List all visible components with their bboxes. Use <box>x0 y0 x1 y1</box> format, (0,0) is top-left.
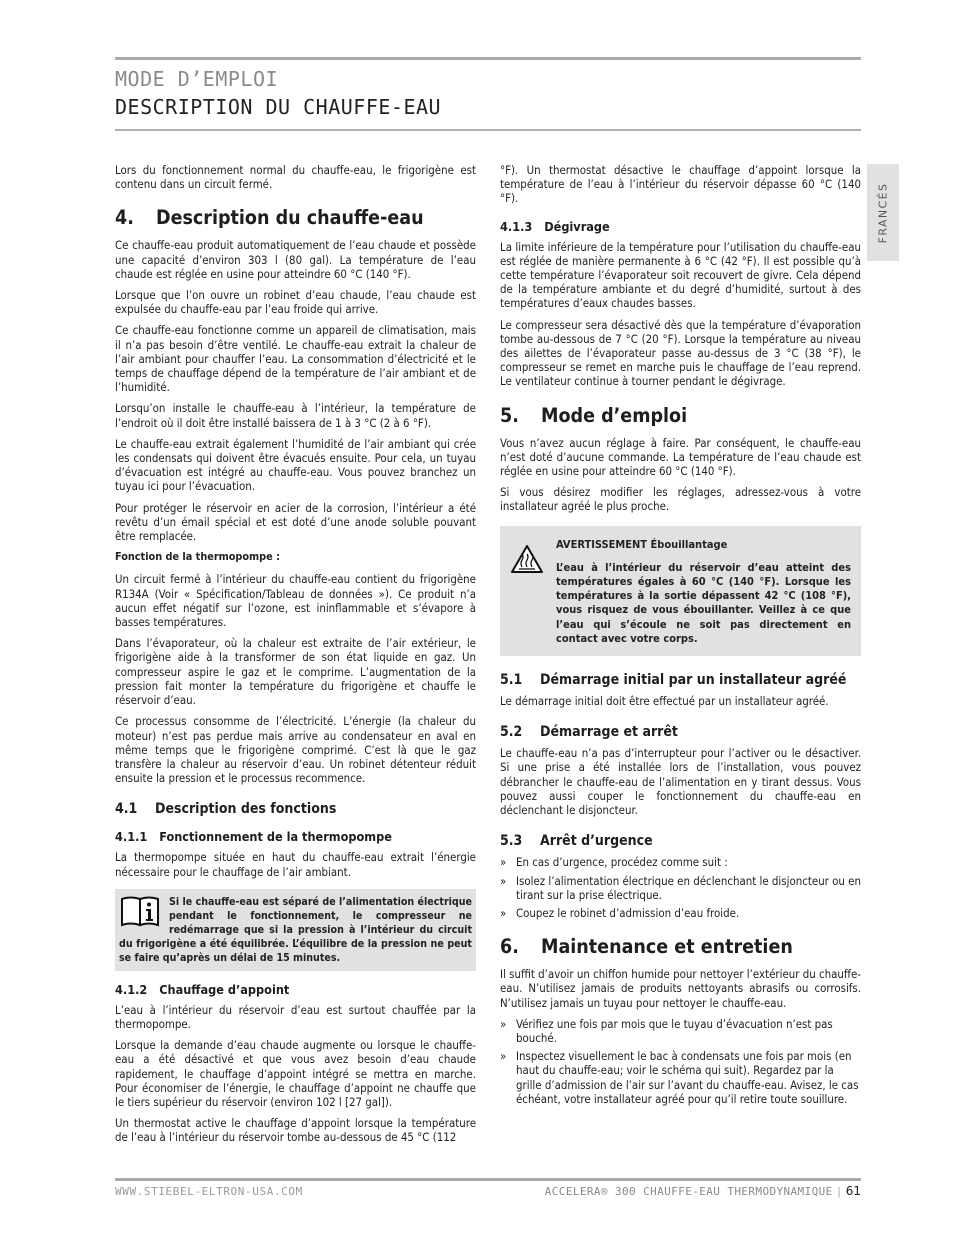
paragraph: Ce chauffe-eau produit automatiquement de l’eau chaude et possède une capacité d’environ 303 l (80 gal). La température de l’eau chaude est réglée en usine pour atteindre 60 °C (140 °F). <box>115 238 476 281</box>
section-4-1-1-heading <box>115 829 476 845</box>
paragraph: °F). Un thermostat désactive le chauffage d’appoint lorsque la température de l’eau à l’intérieur du réservoir dépasse 60 °C (140 °F). <box>500 163 861 206</box>
maintenance-list <box>500 1017 861 1106</box>
section-title: Description du chauffe-eau <box>156 206 424 230</box>
section-title: Description des fonctions <box>155 801 337 818</box>
info-note <box>115 889 476 971</box>
section-number: 5.3 <box>500 833 523 850</box>
paragraph: Pour protéger le réservoir en acier de la corrosion, l’intérieur a été revêtu d’un émail spécial et est doté d’une anode soluble pouvant être remplacée. <box>115 500 476 544</box>
section-title: Maintenance et entretien <box>541 935 793 959</box>
section-number: 5.2 <box>500 724 523 741</box>
section-6-heading <box>500 935 861 959</box>
list-item: » Inspectez visuellement le bac à condensats une fois par mois (en haut du chauffe-eau; voir le schéma qui suit). Regardez par la grille d’admission de l’air sur l’avant du chauffe-eau. Avisez, le cas échéant, votre installateur agréé pour qu’il retire toute souillure. <box>500 1049 861 1106</box>
right-column <box>500 163 861 1113</box>
list-item: » Vérifiez une fois par mois que le tuyau d’évacuation n’est pas bouché. <box>500 1017 861 1045</box>
section-number: 4.1.2 <box>115 981 148 997</box>
paragraph: La limite inférieure de la température pour l’utilisation du chauffe-eau est réglée de manière permanente à 6 °C (42 °F). Il est possible qu’à cette température l’évaporateur soit recouvert de givre. Cela dépend de la température ambiante et du degré d’humidité, surtout à des températures d’eaux chaudes basses. <box>500 239 861 311</box>
language-tab-label: FRANCÉS <box>876 182 890 243</box>
paragraph: Si vous désirez modifier les réglages, adressez-vous à votre installateur agréé le plus proche. <box>500 485 861 514</box>
section-title: Dégivrage <box>544 218 610 234</box>
intro-paragraph: Lors du fonctionnement normal du chauffe-eau, le frigorigène est contenu dans un circuit fermé. <box>115 163 476 192</box>
paragraph: Un thermostat active le chauffage d’appoint lorsque la température de l’eau à l’intérieur du réservoir tombe au-dessous de 45 °C (112 <box>115 1116 476 1145</box>
section-4-1-2-heading <box>115 982 476 998</box>
section-title: Démarrage et arrêt <box>540 724 678 741</box>
top-rule <box>115 57 861 60</box>
language-tab <box>867 164 899 261</box>
info-note-text: Si le chauffe-eau est séparé de l’alimentation électrique pendant le fonctionnement, le compresseur ne redémarrage que si la pression à l’intérieur du circuit du frigorigène a été équilibrée. L’équilibre de la pression ne peut se faire qu’après un délai de 15 minutes. <box>119 895 472 964</box>
header-rule <box>115 129 861 131</box>
hot-surface-warning-icon <box>510 544 544 574</box>
footer-product <box>545 1184 861 1198</box>
info-book-icon <box>119 895 163 927</box>
warning-text: L’eau à l’intérieur du réservoir d’eau atteint des températures égales à 60 °C (140 °F). Lorsque les températures à la sortie dépassent 42 °C (108 °F), vous risquez de vous ébouillanter. Veillez à ce que l’eau qui s’écoule ne soit pas directement en contact avec votre corps. <box>556 560 851 645</box>
header-section-title: MODE D’EMPLOI <box>115 67 279 91</box>
footer-separator: | <box>835 1185 843 1198</box>
section-number: 5.1 <box>500 672 523 689</box>
section-number: 4.1 <box>115 801 138 818</box>
left-column <box>115 163 476 1152</box>
section-number: 5. <box>500 403 519 427</box>
section-4-1-heading <box>115 800 476 818</box>
footer-url: WWW.STIEBEL-ELTRON-USA.COM <box>115 1185 303 1198</box>
section-title: Arrêt d’urgence <box>540 833 653 850</box>
section-title: Chauffage d’appoint <box>159 981 290 997</box>
emergency-steps-list <box>500 855 861 920</box>
paragraph: Le chauffe-eau extrait également l’humidité de l’air ambiant qui crée les condensats qui doivent être évacués ensuite. Pour cela, un tuyau d’évacuation est intégré au chauffe-eau. Vous pouvez branchez un tuyau ici pour l’évacuation. <box>115 436 476 494</box>
paragraph: Dans l’évaporateur, où la chaleur est extraite de l’air extérieur, le frigorigène aide à la transformer de son état liquide en gaz. Un compresseur aspire le gaz et le comprime. L’augmentation de la pression fait monter la température du frigorigène et chauffe le réservoir d’eau. <box>115 636 476 708</box>
section-title: Démarrage initial par un installateur agréé <box>540 672 847 689</box>
section-title: Mode d’emploi <box>541 403 688 427</box>
section-5-heading <box>500 404 861 428</box>
paragraph: L’eau à l’intérieur du réservoir d’eau est surtout chauffée par la thermopompe. <box>115 1002 476 1031</box>
list-item: » Coupez le robinet d’admission d’eau froide. <box>500 906 861 920</box>
paragraph: Ce processus consomme de l’électricité. L’énergie (la chaleur du moteur) n’est pas perdue mais arrive au condensateur en aval en même temps que le frigorigène comprimé. C’est là que le gaz transfère la chaleur au réservoir d’eau. Un robinet détenteur réduit ensuite la pression et le processus recommence. <box>115 714 476 786</box>
section-5-3-heading <box>500 832 861 850</box>
fonction-label: Fonction de la thermopompe : <box>115 550 280 564</box>
paragraph: Le démarrage initial doit être effectué par un installateur agréé. <box>500 694 829 709</box>
paragraph: Lorsque que l’on ouvre un robinet d’eau chaude, l’eau chaude est expulsée du chauffe-eau par l’eau froide qui arrive. <box>115 288 476 317</box>
section-title: Fonctionnement de la thermopompe <box>159 829 392 845</box>
paragraph: Ce chauffe-eau fonctionne comme un appareil de climatisation, mais il n’a pas besoin d’être ventilé. Le chauffe-eau extrait la chaleur de l’air ambiant pour chauffer l’eau. La consommation d’électricité et le temps de chauffage dépend de la température de l’air ambiant et de l’humidité. <box>115 323 476 395</box>
section-4-heading <box>115 206 476 230</box>
paragraph: Vous n’avez aucun réglage à faire. Par conséquent, le chauffe-eau n’est doté d’aucune commande. La température de l’eau chaude est réglée en usine pour atteindre 60 °C (140 °F). <box>500 435 861 479</box>
list-item: » Isolez l’alimentation électrique en déclenchant le disjoncteur ou en tirant sur la prise électrique. <box>500 874 861 902</box>
section-4-1-3-heading <box>500 219 861 235</box>
footer-rule <box>115 1178 861 1181</box>
warning-box <box>500 526 861 656</box>
section-5-1-heading <box>500 671 861 689</box>
section-number: 4.1.3 <box>500 218 533 234</box>
paragraph: Il suffit d’avoir un chiffon humide pour nettoyer l’extérieur du chauffe-eau. N’utilisez jamais de produits nettoyants abrasifs ou corrosifs. N’utilisez jamais un tuyau pour nettoyer le chauffe-eau. <box>500 967 861 1010</box>
section-number: 4.1.1 <box>115 829 148 845</box>
page-title: DESCRIPTION DU CHAUFFE-EAU <box>115 95 442 119</box>
warning-title: AVERTISSEMENT Ébouillantage <box>556 537 728 551</box>
section-number: 4. <box>115 206 134 230</box>
footer-product-name: ACCELERA® 300 CHAUFFE-EAU THERMODYNAMIQUE <box>544 1185 833 1198</box>
section-number: 6. <box>500 935 519 959</box>
list-item: » En cas d’urgence, procédez comme suit : <box>500 855 861 869</box>
paragraph: Le chauffe-eau n’a pas d’interrupteur pour l’activer ou le désactiver. Si une prise a été installée lors de l’installation, vous pouvez débrancher le chauffe-eau de l’alimentation en y tirant dessus. Vous pouvez aussi couper le fonctionnement du chauffe-eau en déclenchant le disjoncteur. <box>500 746 861 818</box>
paragraph: Lorsque la demande d’eau chaude augmente ou lorsque le chauffe-eau a été désactivé et que vous avez besoin d’eau chaude rapidement, le chauffage d’appoint intégré se mettra en marche. Pour économiser de l’énergie, le chauffage d’appoint ne chauffe que le tiers supérieur du réservoir (environ 102 l [27 gal]). <box>115 1038 476 1109</box>
paragraph: La thermopompe située en haut du chauffe-eau extrait l’énergie nécessaire pour le chauffage de l’air ambiant. <box>115 850 476 879</box>
paragraph: Le compresseur sera désactivé dès que la température d’évaporation tombe au-dessous de 7 °C (20 °F). Lorsque la température au niveau des ailettes de l’évaporateur passe au-dessus de 3 °C (38 °F), le compresseur se remet en marche puis le chauffage de l’eau reprend. Le ventilateur continue à tourner pendant le dégivrage. <box>500 317 861 389</box>
section-5-2-heading <box>500 723 861 741</box>
paragraph: Lorsqu’on installe le chauffe-eau à l’intérieur, la température de l’endroit où il doit être installé baissera de 1 à 3 °C (2 à 6 °F). <box>115 401 476 430</box>
page-number: 61 <box>845 1184 861 1198</box>
paragraph: Un circuit fermé à l’intérieur du chauffe-eau contient du frigorigène R134A (Voir « Spécification/Tableau de données »). Ce produit n’a aucun effet négatif sur l’ozone, est ininflammable et s’évapore à basses températures. <box>115 572 476 630</box>
